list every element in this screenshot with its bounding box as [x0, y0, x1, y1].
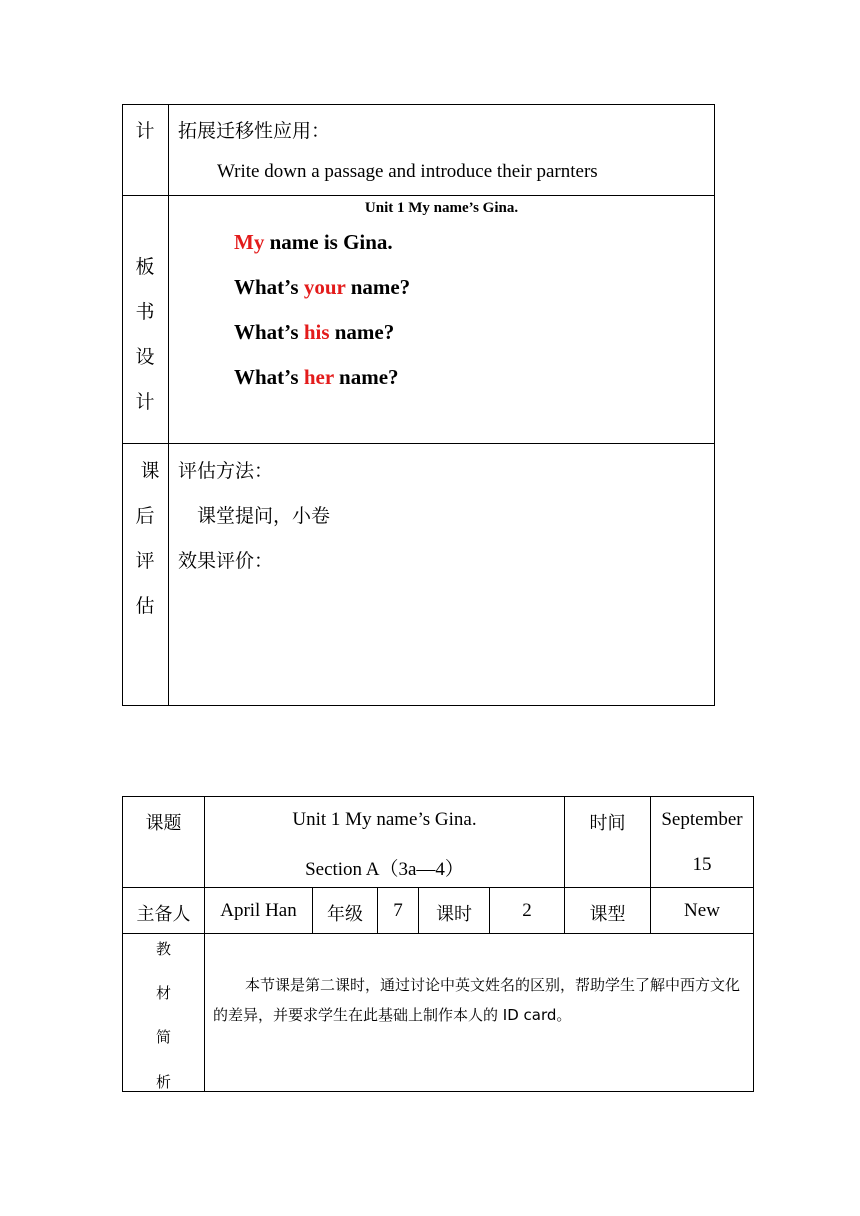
board-line-prefix: What’s [234, 365, 304, 389]
grade-label: 年级 [327, 904, 363, 925]
analysis-side-char: 简 [155, 1028, 171, 1046]
board-line-prefix: What’s [234, 320, 304, 344]
board-side-char: 板 [135, 256, 155, 278]
design-heading: 拓展迁移性应用： [178, 120, 331, 142]
board-line-rest: name? [333, 365, 399, 389]
eval-method-text: 课堂提问，小卷 [197, 505, 331, 527]
board-line-rest: name? [329, 320, 395, 344]
time-value-line-1: September [661, 809, 743, 830]
board-line-highlight: her [303, 365, 334, 389]
analysis-text: 本节课是第二课时，通过讨论中英文姓名的区别，帮助学生了解中西方文化的差异，并要求学生在此基础上制作本人的 ID card。 [213, 976, 741, 1024]
board-line-prefix: What’s [234, 275, 304, 299]
table2-column-divider [204, 796, 205, 1092]
topic-line-2: Section A（3a—4） [305, 859, 464, 880]
time-value-line-2: 15 [692, 854, 712, 875]
eval-side-char: 评 [135, 550, 155, 572]
table1-right-border [714, 104, 715, 706]
period-label: 课时 [436, 904, 472, 925]
type-value: New [684, 900, 720, 921]
table2-bottom-border [122, 1091, 754, 1092]
table2-right-border [753, 796, 754, 1092]
board-side-char: 书 [135, 301, 155, 323]
design-text: Write down a passage and introduce their parnters [217, 161, 598, 182]
table2-row-divider [122, 887, 754, 888]
board-line-highlight: My [234, 230, 265, 254]
analysis-side-char: 教 [155, 940, 171, 958]
analysis-side-char: 材 [155, 984, 171, 1002]
topic-label: 课题 [145, 813, 182, 834]
type-label: 课型 [589, 904, 626, 925]
time-label: 时间 [589, 813, 626, 834]
grade-value: 7 [393, 900, 403, 921]
eval-side-char: 课 [140, 460, 160, 482]
eval-effect-heading: 效果评价： [178, 550, 274, 572]
eval-side-char: 后 [135, 505, 155, 527]
table1-row-divider [122, 195, 715, 196]
table2-row-divider [122, 933, 754, 934]
table1-top-border [122, 104, 715, 105]
board-line-2 [234, 275, 410, 300]
board-line-3 [234, 320, 394, 345]
board-line-1 [234, 230, 393, 255]
table1-column-divider [168, 104, 169, 706]
board-line-highlight: his [303, 320, 330, 344]
analysis-side-char: 析 [155, 1073, 171, 1091]
preparer-value: April Han [220, 900, 297, 921]
board-line-rest: name is Gina. [264, 230, 393, 254]
table2-top-border [122, 796, 754, 797]
board-side-char: 设 [135, 346, 155, 368]
board-title: Unit 1 My name’s Gina. [364, 200, 519, 216]
table1-left-border [122, 104, 123, 706]
period-value: 2 [522, 900, 532, 921]
eval-side-char: 估 [135, 595, 155, 617]
topic-line-1: Unit 1 My name’s Gina. [292, 809, 477, 830]
eval-method-heading: 评估方法： [178, 460, 274, 482]
design-side-label: 计 [135, 120, 155, 142]
preparer-label: 主备人 [136, 904, 191, 925]
board-line-rest: name? [345, 275, 411, 299]
table1-row-divider [122, 443, 715, 444]
board-line-4 [234, 365, 399, 390]
board-side-char: 计 [135, 391, 155, 413]
table1-bottom-border [122, 705, 715, 706]
board-line-highlight: your [303, 275, 346, 299]
